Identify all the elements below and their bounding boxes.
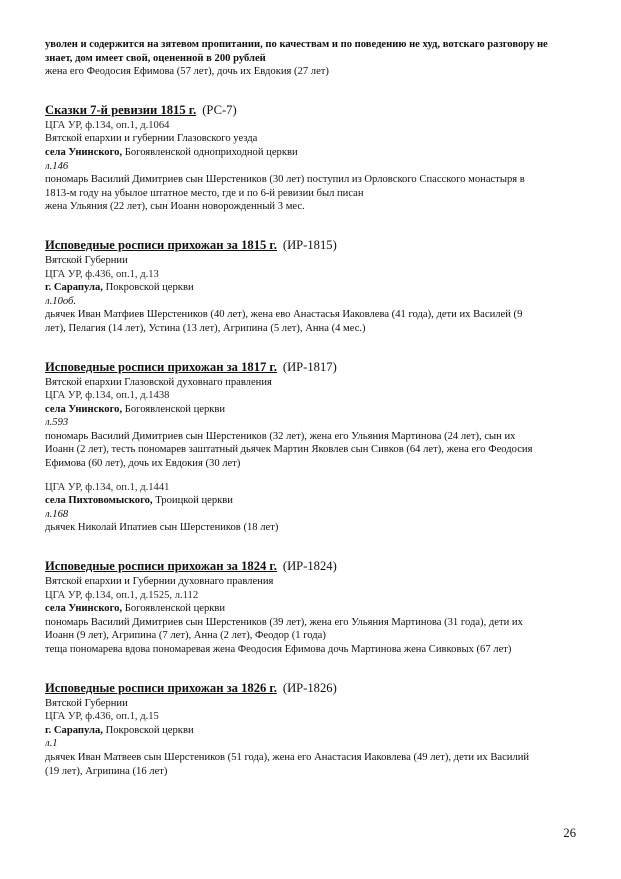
archive-reference: ЦГА УР, ф.134, оп.1, д.1064 <box>45 119 170 131</box>
place-name: г. Сарапула, <box>45 282 103 294</box>
record-line: жена Ульяния (22 лет), сын Иоанн новорожденный 3 мес. <box>45 201 305 213</box>
sheet-number: л.1 <box>45 738 58 750</box>
section-heading <box>45 559 585 574</box>
sheet-number: л.10об. <box>45 295 76 307</box>
intro-line: жена его Феодосия Ефимова (57 лет), дочь их Евдокия (27 лет) <box>45 66 329 78</box>
page-number: 26 <box>563 826 576 840</box>
church-name: Богоявленской церкви <box>122 603 226 615</box>
place-name: села Унинского, <box>45 603 123 615</box>
record-line: лет), Пелагия (14 лет), Устина (13 лет), Агрипина (5 лет), Анна (4 мес.) <box>45 322 366 334</box>
sheet-number: л.593 <box>45 417 69 429</box>
place-line <box>45 146 585 160</box>
section-heading <box>45 238 585 253</box>
church-name: Покровской церкви <box>102 282 194 294</box>
section-title: Исповедные росписи прихожан за 1817 г. <box>45 359 277 374</box>
record-line: Иоанн (9 лет), Агрипина (7 лет), Анна (2 лет), Феодор (1 года) <box>45 630 326 642</box>
archive-reference: ЦГА УР, ф.134, оп.1, д.1525, л.112 <box>45 589 199 601</box>
section-code: (ИР-1815) <box>282 237 337 252</box>
section-title: Сказки 7-й ревизии 1815 г. <box>45 102 197 117</box>
section-code: (ИР-1824) <box>282 559 337 574</box>
record-line: Иоанн (2 лет), тесть пономарев заштатный дьячек Мартин Яковлев сын Сивков (64 лет), жена его Феодосия <box>45 444 533 456</box>
archive-reference: ЦГА УР, ф.134, оп.1, д.1441 <box>45 481 170 493</box>
intro-block <box>45 38 585 79</box>
intro-line: уволен и содержится на зятевом пропитании, по качествам и по поведению не худ, вотскаго разговору не <box>45 39 548 50</box>
region-line: Вятской Губернии <box>45 697 128 709</box>
record-line: (19 лет), Агрипина (16 лет) <box>45 765 168 777</box>
section-ir-1826 <box>45 681 585 779</box>
place-line <box>45 281 585 295</box>
record-line: дьячек Иван Матфиев Шерстеников (40 лет), жена ево Анастасья Иаковлева (41 года), дети их Василей (9 <box>45 309 523 321</box>
section-heading <box>45 103 585 118</box>
intro-line: знает, дом имеет свой, оцененной в 200 рублей <box>45 52 266 64</box>
place-name: села Унинского, <box>45 146 123 158</box>
section-heading <box>45 681 585 696</box>
place-line <box>45 403 585 417</box>
archive-reference: ЦГА УР, ф.436, оп.1, д.13 <box>45 268 159 280</box>
archive-reference: ЦГА УР, ф.134, оп.1, д.1438 <box>45 390 170 402</box>
section-revision-1815 <box>45 103 585 214</box>
region-line: Вятской Губернии <box>45 254 128 266</box>
record-line: 1813-м году на убылое штатное место, где и по 6-й ревизии был писан <box>45 187 364 199</box>
section-code: (ИР-1817) <box>282 359 337 374</box>
record-line: теща пономарева вдова пономаревая жена Феодосия Ефимова дочь Мартинова жена Сивковых (67 лет) <box>45 644 512 655</box>
record-line: пономарь Василий Димитриев сын Шерстеников (32 лет), жена его Ульяния Мартинова (24 лет), сын их <box>45 430 516 442</box>
place-name: села Унинского, <box>45 403 123 415</box>
section-code: (РС-7) <box>202 102 237 117</box>
church-name: Покровской церкви <box>102 724 194 736</box>
section-code: (ИР-1826) <box>282 680 337 695</box>
record-line: дьячек Николай Ипатиев сын Шерстеников (18 лет) <box>45 522 279 534</box>
record-line: дьячек Иван Матвеев сын Шерстеников (51 года), жена его Анастасия Иаковлева (49 лет), дети их Василий <box>45 751 530 763</box>
sub-record-block <box>45 481 585 535</box>
section-title: Исповедные росписи прихожан за 1815 г. <box>45 237 277 252</box>
sheet-number: л.146 <box>45 160 69 172</box>
record-line: пономарь Василий Димитриев сын Шерстеников (30 лет) поступил из Орловского Спасского монастыря в <box>45 174 525 186</box>
section-title: Исповедные росписи прихожан за 1824 г. <box>45 559 277 574</box>
record-line: Ефимова (60 лет), дочь их Евдокия (30 лет) <box>45 458 241 470</box>
section-ir-1824 <box>45 559 585 657</box>
record-line: пономарь Василий Димитриев сын Шерстеников (39 лет), жена его Ульяния Мартинова (31 года), дети их <box>45 616 523 628</box>
section-title: Исповедные росписи прихожан за 1826 г. <box>45 680 277 695</box>
region-line: Вятской епархии и Губернии духовнаго правления <box>45 576 274 588</box>
place-name: г. Сарапула, <box>45 724 103 736</box>
place-line <box>45 494 585 508</box>
place-name: села Пихтовомыского, <box>45 495 153 507</box>
place-line <box>45 724 585 738</box>
region-line: Вятской епархии и губернии Глазовского уезда <box>45 133 258 145</box>
section-ir-1815 <box>45 238 585 336</box>
section-ir-1817 <box>45 360 585 536</box>
section-heading <box>45 360 585 375</box>
church-name: Троицкой церкви <box>152 495 233 507</box>
sheet-number: л.168 <box>45 508 69 520</box>
region-line: Вятской епархии Глазовской духовнаго правления <box>45 376 272 388</box>
document-page <box>45 38 585 778</box>
church-name: Богоявленской одноприходной церкви <box>122 146 298 158</box>
archive-reference: ЦГА УР, ф.436, оп.1, д.15 <box>45 711 159 723</box>
place-line <box>45 602 585 616</box>
church-name: Богоявленской церкви <box>122 403 226 415</box>
